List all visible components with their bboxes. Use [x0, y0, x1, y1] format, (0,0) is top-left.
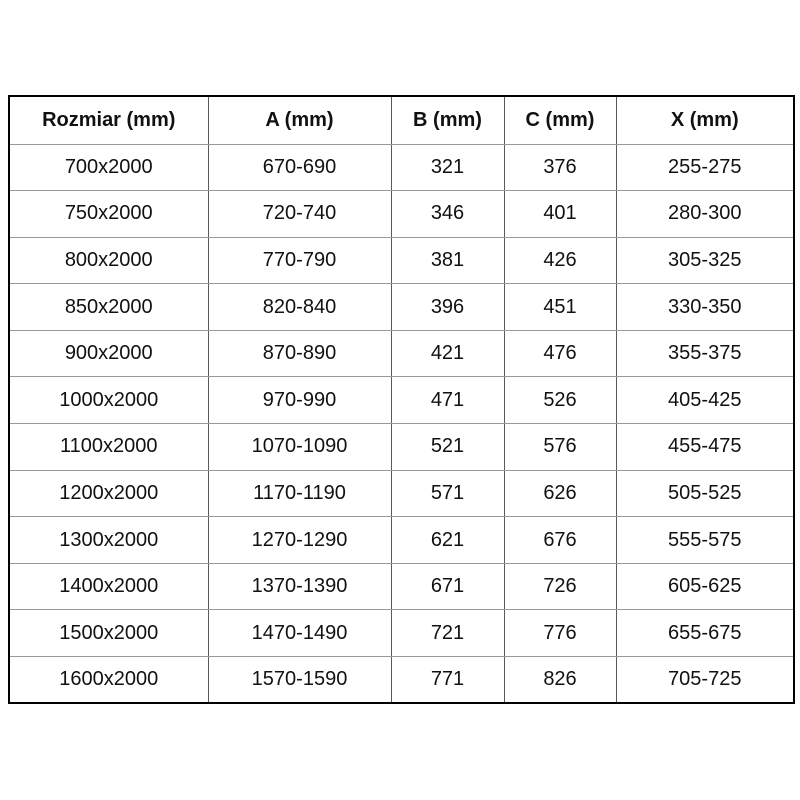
table-row	[9, 377, 794, 424]
table-cell: 1400x2000	[9, 563, 208, 610]
table-cell: 720-740	[208, 191, 391, 238]
column-header: B (mm)	[391, 96, 504, 144]
table-cell: 1300x2000	[9, 517, 208, 564]
table-cell: 970-990	[208, 377, 391, 424]
table-cell: 255-275	[616, 144, 794, 191]
table-cell: 800x2000	[9, 237, 208, 284]
table-cell: 676	[504, 517, 616, 564]
table-cell: 1100x2000	[9, 424, 208, 471]
column-header: C (mm)	[504, 96, 616, 144]
table-cell: 900x2000	[9, 330, 208, 377]
table-cell: 1370-1390	[208, 563, 391, 610]
table-row	[9, 144, 794, 191]
table-cell: 321	[391, 144, 504, 191]
table-cell: 1170-1190	[208, 470, 391, 517]
table-cell: 421	[391, 330, 504, 377]
table-cell: 1600x2000	[9, 657, 208, 704]
table-cell: 870-890	[208, 330, 391, 377]
table-cell: 820-840	[208, 284, 391, 331]
table-cell: 1500x2000	[9, 610, 208, 657]
table-cell: 700x2000	[9, 144, 208, 191]
table-row	[9, 657, 794, 704]
table-row	[9, 330, 794, 377]
table-row	[9, 610, 794, 657]
table-cell: 626	[504, 470, 616, 517]
table-cell: 621	[391, 517, 504, 564]
table-cell: 355-375	[616, 330, 794, 377]
column-header: X (mm)	[616, 96, 794, 144]
table-cell: 471	[391, 377, 504, 424]
table-cell: 381	[391, 237, 504, 284]
table-cell: 376	[504, 144, 616, 191]
table-cell: 750x2000	[9, 191, 208, 238]
table-cell: 670-690	[208, 144, 391, 191]
table-cell: 521	[391, 424, 504, 471]
table-cell: 776	[504, 610, 616, 657]
column-header: Rozmiar (mm)	[9, 96, 208, 144]
table-cell: 770-790	[208, 237, 391, 284]
table-cell: 671	[391, 563, 504, 610]
table-cell: 280-300	[616, 191, 794, 238]
table-cell: 1000x2000	[9, 377, 208, 424]
table-cell: 655-675	[616, 610, 794, 657]
table-row	[9, 563, 794, 610]
table-cell: 726	[504, 563, 616, 610]
table-row	[9, 517, 794, 564]
table-cell: 526	[504, 377, 616, 424]
table-cell: 505-525	[616, 470, 794, 517]
table-cell: 401	[504, 191, 616, 238]
table-cell: 826	[504, 657, 616, 704]
table-cell: 721	[391, 610, 504, 657]
table-cell: 576	[504, 424, 616, 471]
header-row	[9, 96, 794, 144]
table-cell: 850x2000	[9, 284, 208, 331]
table-cell: 346	[391, 191, 504, 238]
table-cell: 705-725	[616, 657, 794, 704]
table-cell: 405-425	[616, 377, 794, 424]
table-cell: 476	[504, 330, 616, 377]
table-cell: 305-325	[616, 237, 794, 284]
table-cell: 771	[391, 657, 504, 704]
table-row	[9, 191, 794, 238]
table-cell: 605-625	[616, 563, 794, 610]
table-row	[9, 424, 794, 471]
column-header: A (mm)	[208, 96, 391, 144]
table-row	[9, 284, 794, 331]
table-cell: 1070-1090	[208, 424, 391, 471]
table-cell: 455-475	[616, 424, 794, 471]
table-cell: 330-350	[616, 284, 794, 331]
dimensions-table	[8, 95, 795, 704]
table-cell: 451	[504, 284, 616, 331]
table-cell: 426	[504, 237, 616, 284]
table-cell: 1200x2000	[9, 470, 208, 517]
table-body	[9, 144, 794, 703]
table-cell: 396	[391, 284, 504, 331]
table-cell: 555-575	[616, 517, 794, 564]
table-cell: 1470-1490	[208, 610, 391, 657]
table-cell: 571	[391, 470, 504, 517]
table-row	[9, 470, 794, 517]
table-cell: 1570-1590	[208, 657, 391, 704]
table-row	[9, 237, 794, 284]
table-cell: 1270-1290	[208, 517, 391, 564]
